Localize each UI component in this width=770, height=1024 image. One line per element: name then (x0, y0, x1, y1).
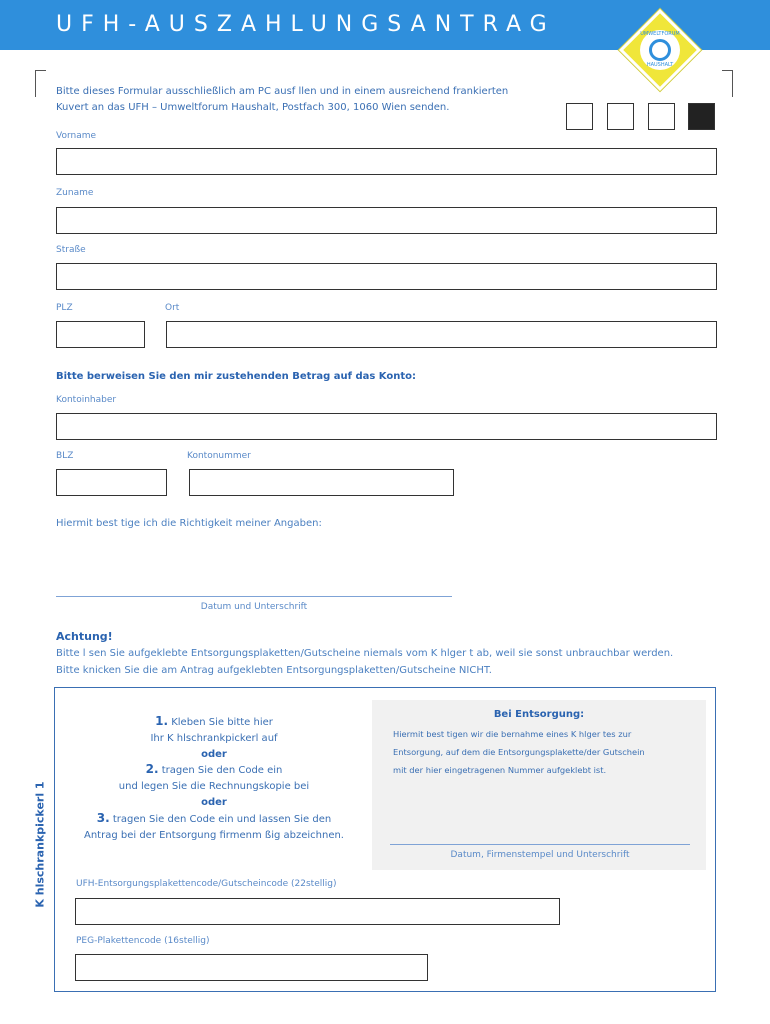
disposal-title: Bei Entsorgung: (493, 709, 585, 720)
warning-title: Achtung! (56, 630, 113, 643)
logo-text-bottom: HAUSHALT (646, 62, 674, 68)
ort-field[interactable] (166, 321, 717, 348)
address-corner-right (722, 70, 733, 97)
instruction-2b: und legen Sie die Rechnungskopie bei (118, 781, 310, 793)
intro-line-1: Bitte dieses Formular ausschließlich am PC ausf llen und in einem ausreichend frankierten (56, 86, 509, 97)
kontonummer-field[interactable] (189, 469, 454, 496)
disposal-line-3: mit der hier eingetragenen Nummer aufgeklebt ist. (393, 765, 607, 775)
logo-emblem (640, 30, 680, 70)
instruction-1a-text: Kleben Sie bitte hier (168, 717, 273, 728)
blz-field[interactable] (56, 469, 167, 496)
disposal-line-1: Hiermit best tigen wir die bernahme eines K hlger tes zur (393, 729, 632, 739)
office-checkbox-3[interactable] (648, 103, 675, 130)
kontoinhaber-label: Kontoinhaber (56, 395, 117, 405)
instruction-3a (64, 811, 364, 828)
instruction-2a-text: tragen Sie den Code ein (158, 765, 283, 777)
disposal-signature-line[interactable] (390, 844, 690, 845)
step-2-number: 2. (145, 762, 159, 777)
konto-heading: Bitte berweisen Sie den mir zustehenden Betrag auf das Konto: (56, 371, 416, 382)
vorname-field[interactable] (56, 148, 717, 175)
zuname-label: Zuname (56, 188, 94, 198)
instruction-3a-text: tragen Sie den Code ein und lassen Sie den (109, 813, 332, 825)
intro-text (56, 84, 508, 116)
instruction-or-2: oder (201, 796, 227, 808)
step-3-number: 3. (96, 810, 110, 825)
logo-text-top: UMWELTFORUM (640, 31, 680, 37)
peg-code-label: PEG-Plakettencode (16stellig) (76, 936, 210, 946)
kontoinhaber-field[interactable] (56, 413, 717, 440)
step-1-number: 1. (155, 714, 169, 728)
confirm-text: Hiermit best tige ich die Richtigkeit meiner Angaben: (56, 518, 322, 529)
recycle-icon (649, 39, 671, 61)
panel-side-label: K hlschrankpickerl 1 (33, 781, 47, 908)
instruction-1a (64, 714, 364, 731)
signature-line[interactable] (56, 596, 452, 597)
plakettencode-field[interactable] (75, 898, 560, 925)
plz-field[interactable] (56, 321, 145, 348)
ort-label: Ort (165, 303, 180, 313)
strasse-field[interactable] (56, 263, 717, 290)
page-title: UFH-AUSZAHLUNGSANTRAG (56, 12, 556, 37)
instruction-3b: Antrag bei der Entsorgung firmenm ßig abzeichnen. (84, 829, 344, 841)
warning-line-1: Bitte l sen Sie aufgeklebte Entsorgungsplaketten/Gutscheine niemals vom K hlger t ab, weil sie sonst unbrauchbar werden. (56, 648, 674, 659)
disposal-text (393, 725, 645, 779)
disposal-line-2: Entsorgung, auf dem die Entsorgungsplakette/der Gutschein (393, 747, 645, 757)
instructions (64, 714, 364, 843)
address-corner-left (35, 70, 46, 97)
instruction-or-1: oder (201, 748, 227, 760)
warning-line-2: Bitte knicken Sie die am Antrag aufgeklebten Entsorgungsplaketten/Gutscheine NICHT. (56, 665, 492, 676)
plz-label: PLZ (56, 303, 73, 313)
vorname-label: Vorname (56, 131, 97, 141)
strasse-label: Straße (56, 245, 86, 255)
office-checkbox-1[interactable] (566, 103, 593, 130)
intro-line-2: Kuvert an das UFH – Umweltforum Haushalt, Postfach 300, 1060 Wien senden. (56, 102, 450, 113)
disposal-signature-label: Datum, Firmenstempel und Unterschrift (450, 850, 630, 860)
plakettencode-label: UFH-Entsorgungsplakettencode/Gutscheincode (22stellig) (76, 879, 337, 889)
office-checkbox-4[interactable] (688, 103, 715, 130)
instruction-2a (64, 762, 364, 779)
zuname-field[interactable] (56, 207, 717, 234)
blz-label: BLZ (56, 451, 74, 461)
peg-code-field[interactable] (75, 954, 428, 981)
kontonummer-label: Kontonummer (187, 451, 251, 461)
office-checkbox-2[interactable] (607, 103, 634, 130)
instruction-1b: Ihr K hlschrankpickerl auf (150, 732, 278, 744)
signature-label: Datum und Unterschrift (200, 602, 308, 612)
